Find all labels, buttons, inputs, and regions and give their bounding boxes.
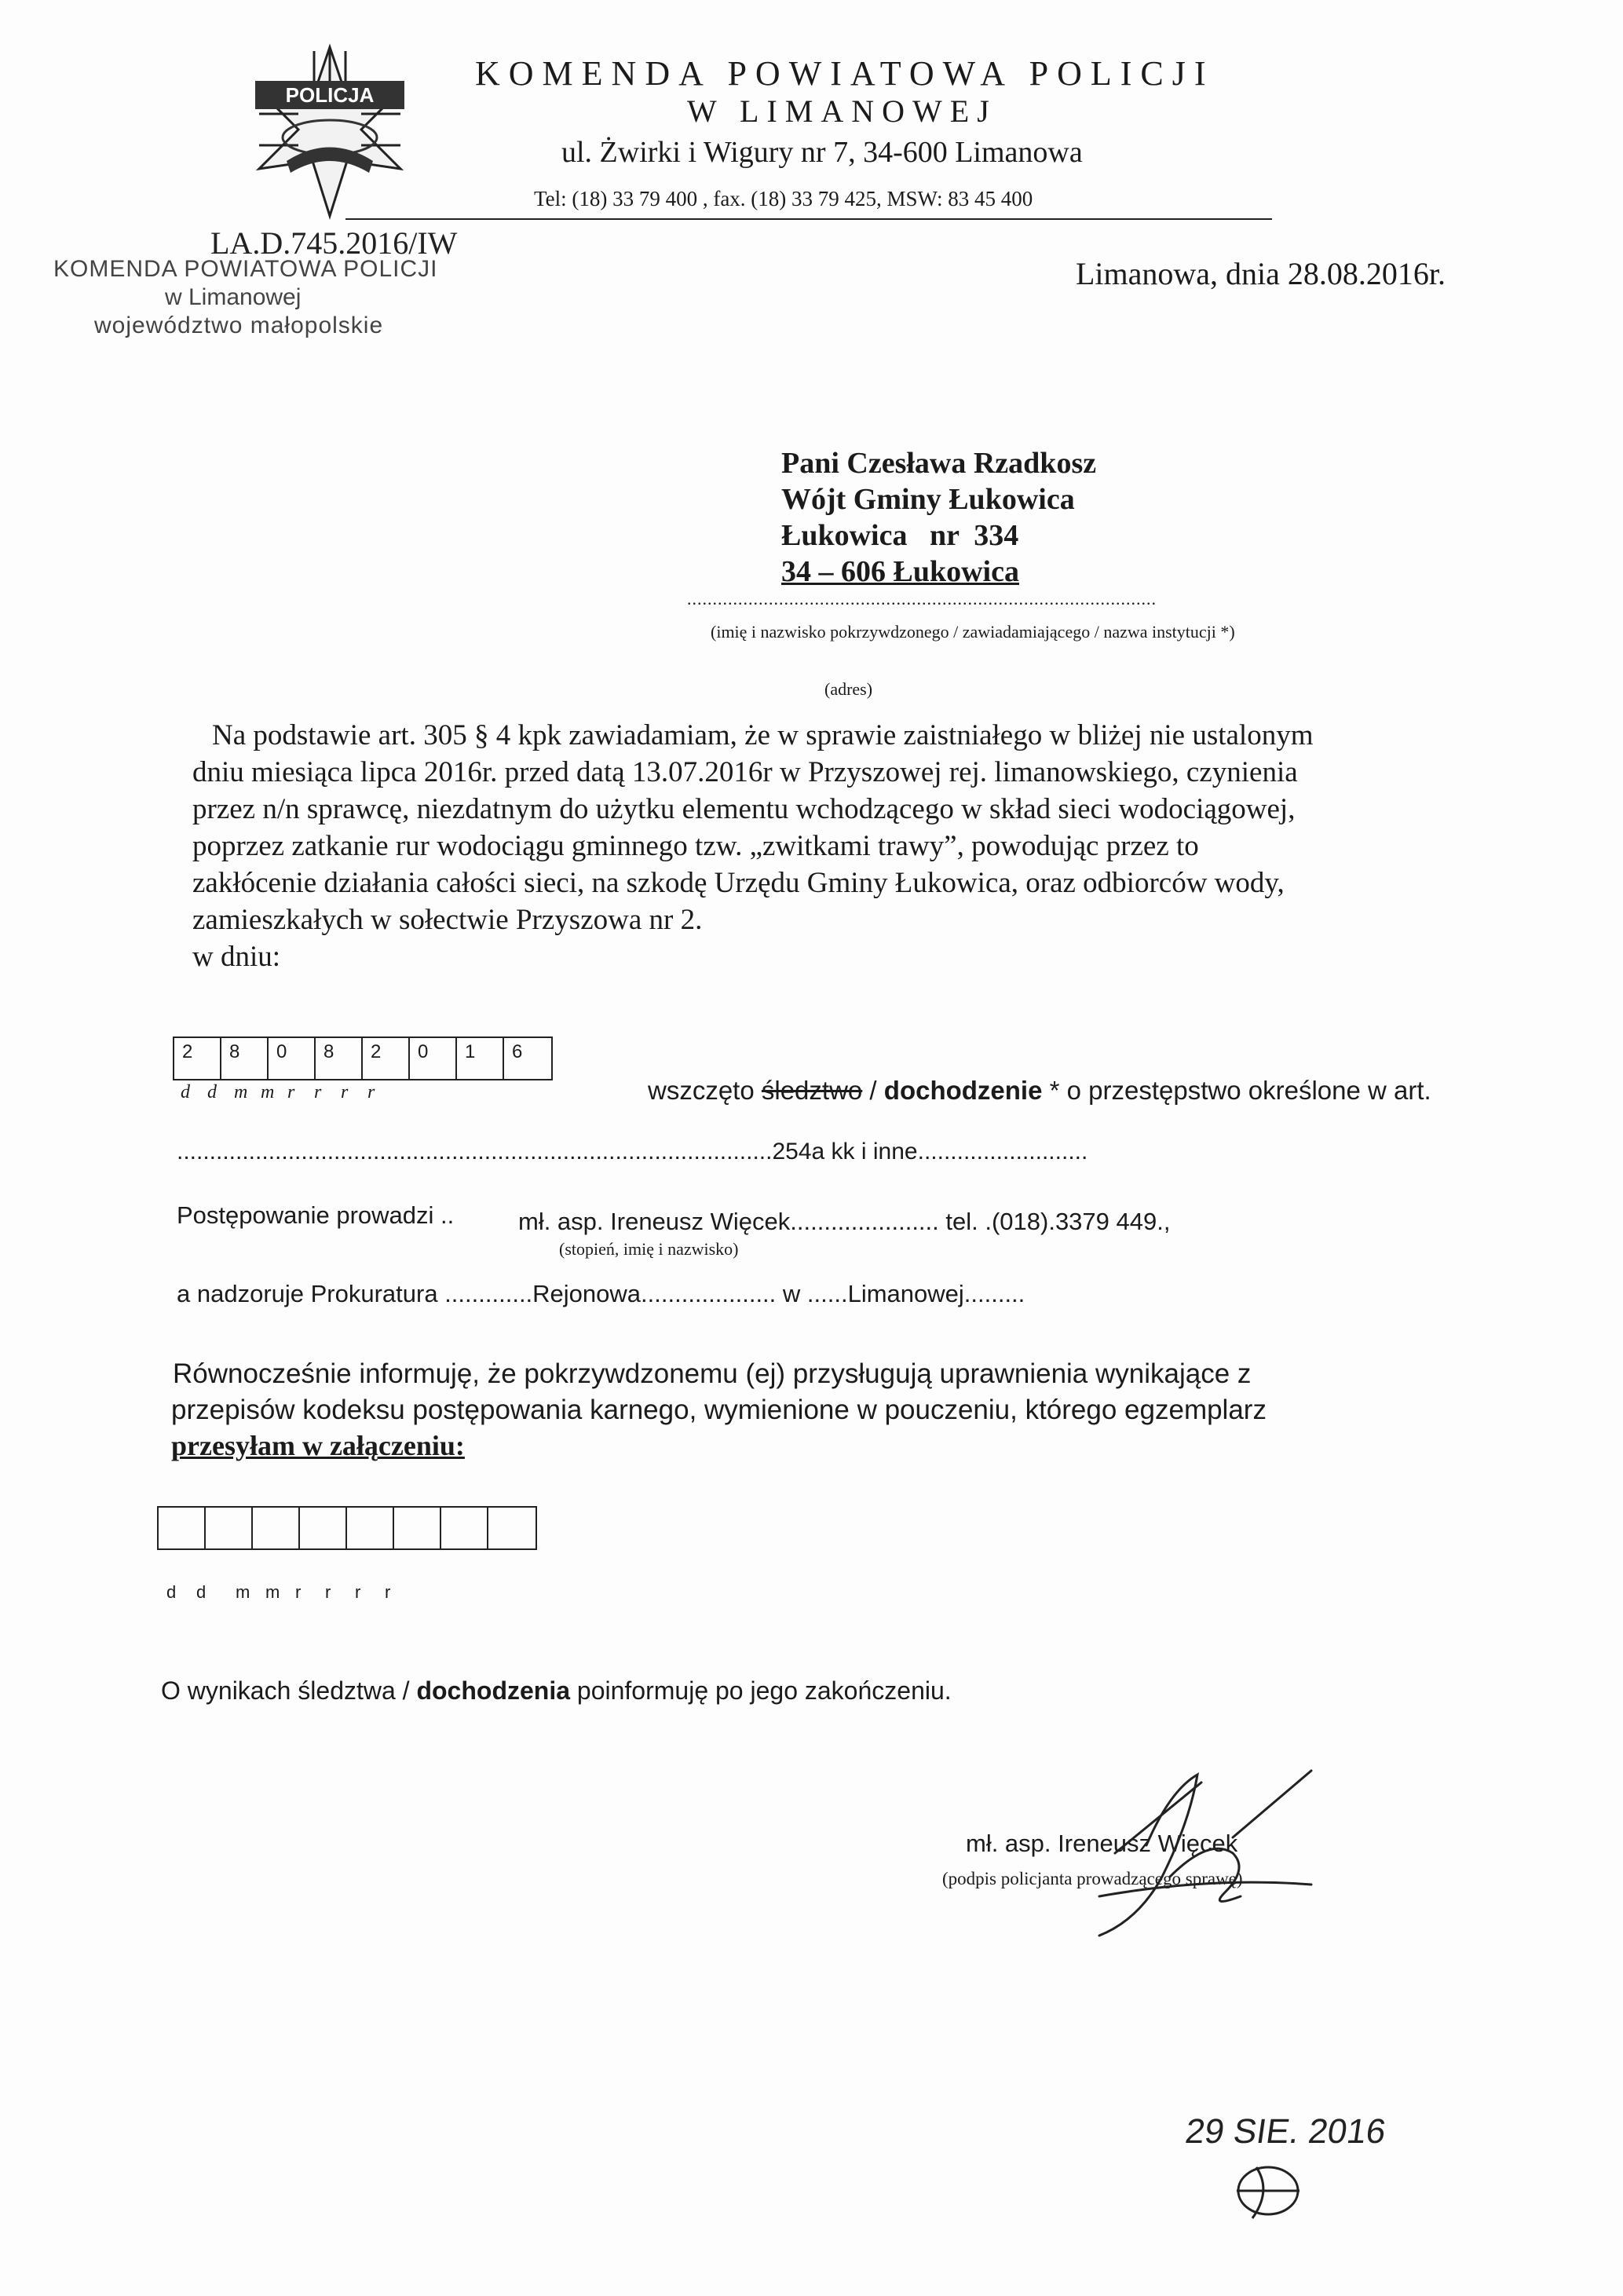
recipient-name: Pani Czesława Rzadkosz <box>781 447 1097 480</box>
date-line: Limanowa, dnia 28.08.2016r. <box>1076 256 1446 291</box>
date-boxes-filled <box>173 1036 553 1080</box>
date-label: r <box>314 1082 322 1102</box>
initiation-prefix: wszczęto <box>648 1076 762 1105</box>
date-label: r <box>295 1582 302 1602</box>
date-label: r <box>325 1582 331 1602</box>
stamp-ref: LA.D.745.2016/IW <box>210 225 458 261</box>
date-digit: 6 <box>512 1041 523 1062</box>
initiation-bold: dochodzenie <box>883 1076 1043 1105</box>
date-label: m <box>236 1582 250 1602</box>
rights-attachment: przesyłam w załączeniu: <box>171 1430 465 1461</box>
supervision-line: a nadzoruje Prokuratura .............Rejonowa.................... w ......Limanowej......... <box>177 1280 1025 1307</box>
body-line: przez n/n sprawcę, niezdatnym do użytku elementu wchodzącego w skład sieci wodociągowej, <box>192 793 1296 825</box>
recipient-role: Wójt Gminy Łukowica <box>781 483 1075 516</box>
initials-mark <box>1225 2155 1311 2226</box>
header-rule <box>345 218 1272 220</box>
body-line: w dniu: <box>192 941 281 973</box>
closing-bold: dochodzenia <box>416 1676 571 1705</box>
date-box <box>394 1508 441 1548</box>
date-label: r <box>385 1582 391 1602</box>
proceedings-officer: mł. asp. Ireneusz Więcek...................... tel. .(018).3379 449., <box>518 1208 1171 1235</box>
date-digit: 8 <box>316 1038 363 1079</box>
header-title-line2: W LIMANOWEJ <box>687 93 997 129</box>
rights-line: przepisów kodeksu postępowania karnego, wymienione w pouczeniu, którego egzemplarz <box>171 1395 1267 1425</box>
date-box <box>347 1508 394 1548</box>
address-caption: (adres) <box>824 679 873 699</box>
closing-suffix: poinformuję po jego zakończeniu. <box>570 1676 952 1705</box>
closing-line <box>161 1676 952 1706</box>
date-box <box>159 1508 206 1548</box>
date-box <box>206 1508 253 1548</box>
closing-prefix: O wynikach śledztwa / <box>161 1676 417 1705</box>
header-title-line1: KOMENDA POWIATOWA POLICJI <box>475 54 1215 93</box>
date-label: d <box>166 1582 177 1602</box>
date-digit: 0 <box>410 1038 457 1079</box>
date-digit: 2 <box>363 1038 410 1079</box>
date-box <box>441 1508 488 1548</box>
date-box <box>300 1508 347 1548</box>
rights-line: Równocześnie informuję, że pokrzywdzonemu (ej) przysługują uprawnienia wynikające z <box>173 1358 1252 1389</box>
initiation-suffix: * o przestępstwo określone w art. <box>1042 1076 1431 1105</box>
body-line: dniu miesiąca lipca 2016r. przed datą 13.07.2016r w Przyszowej rej. limanowskiego, czynienia <box>192 756 1298 788</box>
header-address: ul. Żwirki i Wigury nr 7, 34-600 Limanowa <box>561 136 1083 169</box>
date-label: m <box>261 1082 275 1102</box>
date-box <box>253 1508 300 1548</box>
recipient-street: Łukowica nr 334 <box>781 519 1019 552</box>
logo-text: POLICJA <box>285 83 375 107</box>
date-label: m <box>234 1082 248 1102</box>
initiation-struck: śledztwo <box>761 1076 863 1105</box>
date-digit: 1 <box>457 1038 504 1079</box>
proceedings-label: Postępowanie prowadzi .. <box>177 1201 455 1229</box>
date-label: m <box>265 1582 280 1602</box>
stamp-line2: w Limanowej <box>165 284 302 310</box>
body-line: Na podstawie art. 305 § 4 kpk zawiadamiam, że w sprawie zaistniałego w bliżej nie ustalonym <box>212 719 1314 751</box>
date-label: r <box>287 1082 295 1102</box>
recipient-city: 34 – 606 Łukowica <box>781 555 1019 588</box>
recipient-caption: (imię i nazwisko pokrzywdzonego / zawiadamiającego / nazwa instytucji *) <box>711 622 1235 642</box>
signature-caption: (podpis policjanta prowadzącego sprawę) <box>942 1869 1243 1888</box>
body-line: poprzez zatkanie rur wodociągu gminnego tzw. „zwitkami trawy”, powodując przez to <box>192 830 1199 862</box>
stamp-line3: województwo małopolskie <box>94 313 384 338</box>
proceedings-caption: (stopień, imię i nazwisko) <box>559 1239 739 1259</box>
handwritten-signature <box>1052 1759 1351 1940</box>
date-boxes-empty <box>157 1506 537 1550</box>
date-labels <box>181 1082 394 1103</box>
recipient-dots: ............................................................................................ <box>687 589 1157 609</box>
date-digit: 2 <box>174 1038 221 1079</box>
body-line: zakłócenie działania całości sieci, na szkodę Urzędu Gminy Łukowica, oraz odbiorców wody, <box>192 867 1285 899</box>
date-labels <box>166 1582 415 1603</box>
article-line: ...........................................................................................254a kk i inne.......................... <box>177 1139 1088 1164</box>
date-digit: 8 <box>221 1038 269 1079</box>
date-label: d <box>181 1082 190 1102</box>
signature-name: mł. asp. Ireneusz Więcek <box>966 1830 1238 1857</box>
date-digit: 0 <box>269 1038 316 1079</box>
date-label: d <box>196 1582 207 1602</box>
date-label: r <box>341 1082 349 1102</box>
date-label: r <box>355 1582 361 1602</box>
date-label: r <box>367 1082 375 1102</box>
initiation-sep: / <box>862 1076 884 1105</box>
initiation-line <box>648 1076 1431 1106</box>
received-stamp: 29 SIE. 2016 <box>1183 2112 1388 2151</box>
body-line: zamieszkałych w sołectwie Przyszowa nr 2. <box>192 904 703 936</box>
header-contact: Tel: (18) 33 79 400 , fax. (18) 33 79 425, MSW: 83 45 400 <box>534 187 1033 210</box>
stamp-line1: KOMENDA POWIATOWA POLICJI <box>53 256 438 282</box>
date-box <box>488 1508 536 1548</box>
police-logo <box>212 43 448 224</box>
date-label: d <box>207 1082 217 1102</box>
